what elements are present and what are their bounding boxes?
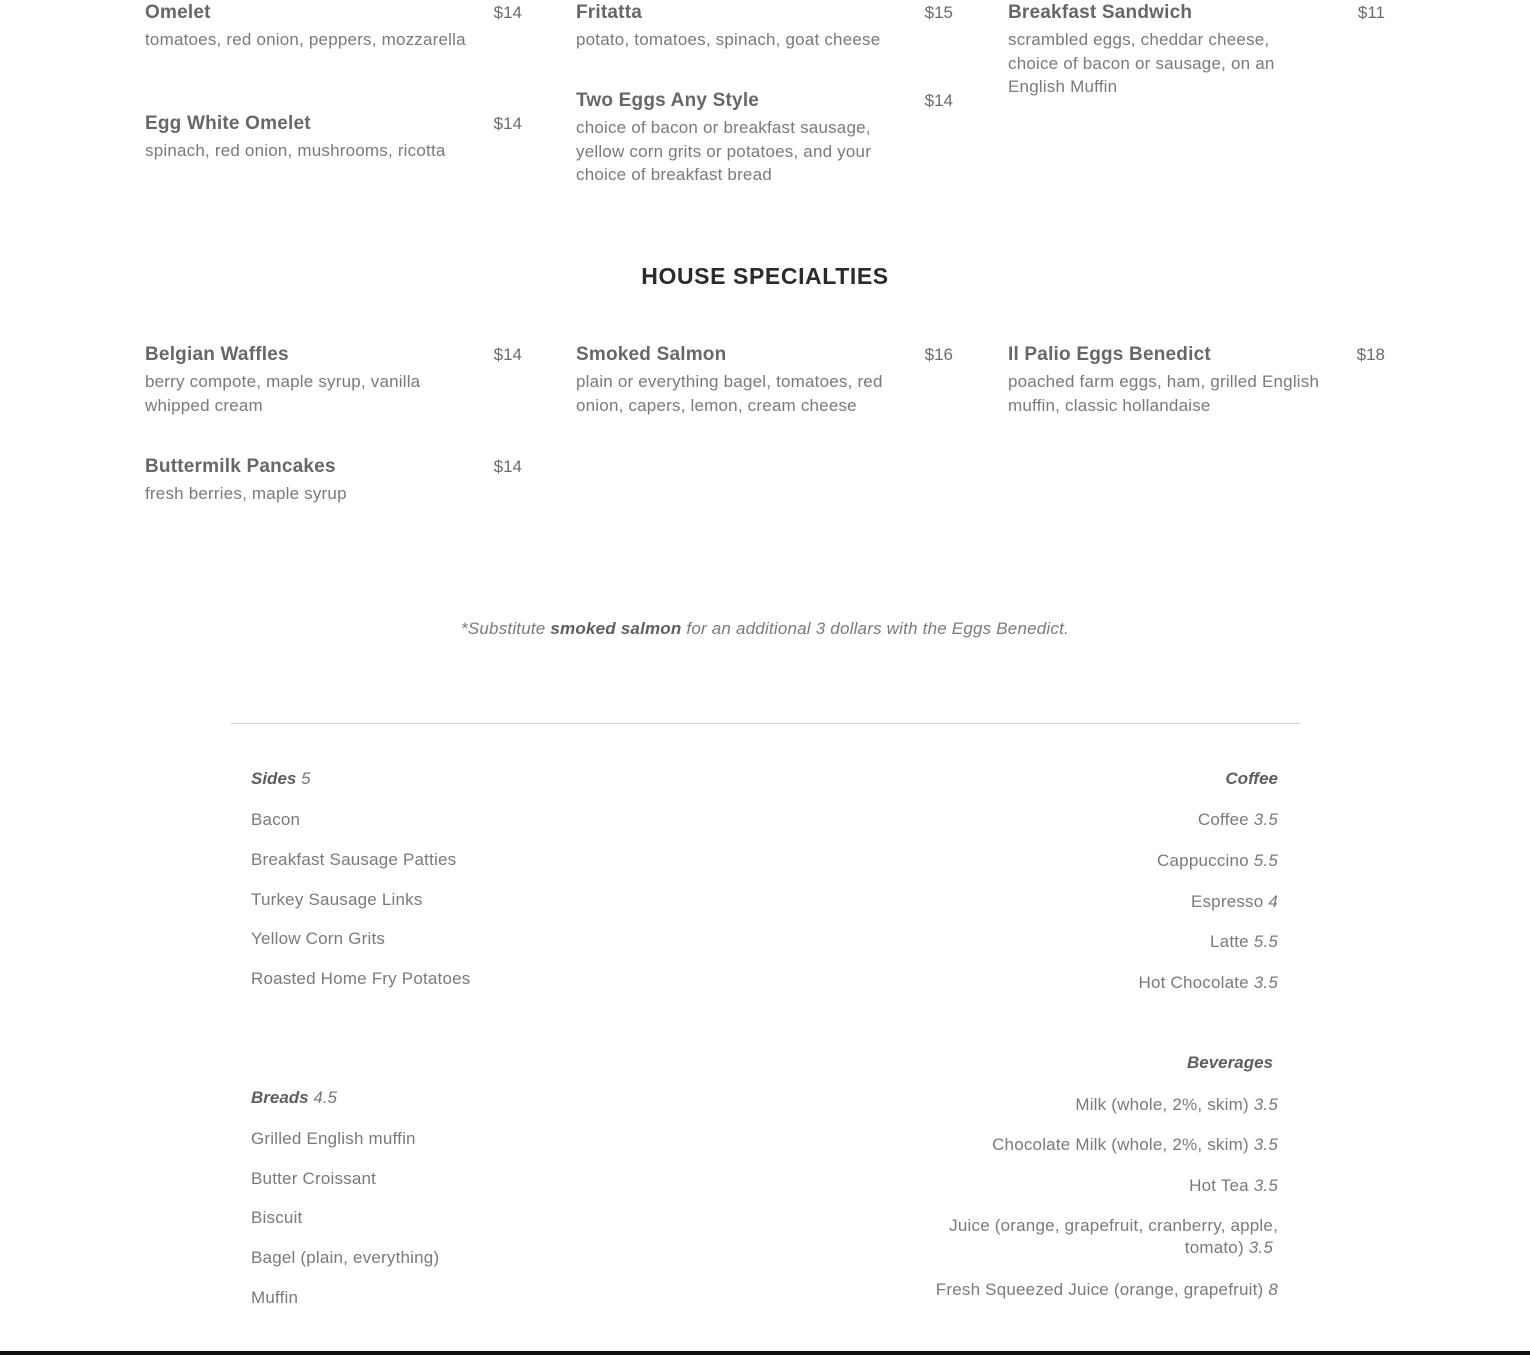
beverage-item <box>992 1133 1278 1156</box>
sides-heading <box>251 767 311 791</box>
menu-item-belgian-waffles <box>145 342 522 417</box>
menu-item-il-palio-eggs-benedict <box>1008 342 1385 417</box>
item-name: Egg White Omelet <box>145 113 311 134</box>
item-name: Il Palio Eggs Benedict <box>1008 344 1211 365</box>
beverage-item-price: 3.5 <box>1253 1135 1278 1154</box>
item-description: scrambled eggs, cheddar cheese, choice of bacon or sausage, on an English Muffin <box>1008 30 1275 96</box>
item-description: spinach, red onion, mushrooms, ricotta <box>145 141 446 160</box>
coffee-heading <box>1225 767 1278 791</box>
beverage-item-price: 3.5 <box>1248 1238 1273 1257</box>
side-item: Breakfast Sausage Patties <box>251 850 457 869</box>
bottom-border <box>0 1351 1530 1355</box>
item-price: $14 <box>924 91 953 110</box>
item-description: tomatoes, red onion, peppers, mozzarella <box>145 30 466 49</box>
note-text-bold: smoked salmon <box>550 619 682 638</box>
side-item: Yellow Corn Grits <box>251 929 386 948</box>
item-name: Breakfast Sandwich <box>1008 2 1193 23</box>
beverage-item-name: tomato) <box>1184 1238 1244 1257</box>
breads-title: Breads <box>251 1088 309 1107</box>
menu-item-omelet <box>145 0 522 52</box>
side-item: Roasted Home Fry Potatoes <box>251 969 471 988</box>
item-name: Buttermilk Pancakes <box>145 456 336 477</box>
menu-item-fritatta <box>576 0 953 52</box>
coffee-item-price: 3.5 <box>1253 973 1278 992</box>
section-divider <box>230 723 1300 724</box>
coffee-item-name: Espresso <box>1190 892 1264 911</box>
beverage-item <box>1189 1174 1278 1197</box>
item-description: poached farm eggs, ham, grilled English muffin, classic hollandaise <box>1008 372 1320 415</box>
menu-item-egg-white-omelet <box>145 111 522 163</box>
substitution-note <box>0 617 1530 641</box>
item-price: $14 <box>493 345 522 364</box>
menu-item-two-eggs-any-style <box>576 88 953 187</box>
bread-item: Bagel (plain, everything) <box>251 1248 440 1267</box>
item-description: choice of bacon or breakfast sausage, yellow corn grits or potatoes, and your choice of breakfast bread <box>576 118 872 184</box>
side-item: Bacon <box>251 810 301 829</box>
coffee-item-price: 3.5 <box>1253 810 1278 829</box>
beverage-item-price: 3.5 <box>1253 1176 1278 1195</box>
house-specialties-title: HOUSE SPECIALTIES <box>641 263 889 289</box>
coffee-title: Coffee <box>1225 769 1278 788</box>
item-price: $15 <box>924 3 953 22</box>
beverage-item-price: 8 <box>1268 1280 1278 1299</box>
coffee-item-name: Latte <box>1210 932 1249 951</box>
item-description: potato, tomatoes, spinach, goat cheese <box>576 30 881 49</box>
breads-heading <box>251 1086 337 1110</box>
item-name: Fritatta <box>576 2 642 23</box>
coffee-item <box>1157 849 1278 872</box>
coffee-item-price: 5.5 <box>1253 851 1278 870</box>
sides-price: 5 <box>301 769 311 788</box>
side-item: Turkey Sausage Links <box>251 890 423 909</box>
coffee-item-name: Coffee <box>1197 810 1249 829</box>
breads-section <box>251 1086 440 1307</box>
coffee-item-name: Hot Chocolate <box>1138 973 1249 992</box>
coffee-item <box>1198 808 1278 831</box>
item-description: fresh berries, maple syrup <box>145 484 347 503</box>
beverage-item-name: Fresh Squeezed Juice (orange, grapefruit) <box>935 1280 1264 1299</box>
beverage-item-line2 <box>1185 1236 1273 1259</box>
menu-item-buttermilk-pancakes <box>145 454 522 506</box>
beverages-title: Beverages <box>1186 1053 1273 1072</box>
coffee-item <box>1191 890 1278 913</box>
beverage-item-line1: Juice (orange, grapefruit, cranberry, apple, <box>949 1216 1278 1235</box>
coffee-item-price: 4 <box>1268 892 1278 911</box>
item-price: $16 <box>924 345 953 364</box>
item-name: Smoked Salmon <box>576 344 727 365</box>
sides-title: Sides <box>251 769 297 788</box>
beverage-item-name: Milk (whole, 2%, skim) <box>1075 1095 1249 1114</box>
item-name: Two Eggs Any Style <box>576 90 760 111</box>
breads-price: 4.5 <box>313 1088 338 1107</box>
item-name: Omelet <box>145 2 211 23</box>
beverages-heading <box>1187 1051 1273 1075</box>
note-text-after: for an additional 3 dollars with the Eggs Benedict. <box>681 619 1069 638</box>
coffee-section <box>1138 767 1278 992</box>
beverage-item <box>1075 1093 1278 1116</box>
beverage-item-name: Chocolate Milk (whole, 2%, skim) <box>992 1135 1249 1154</box>
menu-item-breakfast-sandwich <box>1008 0 1385 99</box>
coffee-item <box>1210 930 1278 953</box>
item-price: $14 <box>493 3 522 22</box>
bread-item: Butter Croissant <box>251 1169 377 1188</box>
beverages-heading-wrap <box>1187 1051 1273 1075</box>
item-price: $18 <box>1356 345 1385 364</box>
coffee-item <box>1139 971 1279 994</box>
item-price: $14 <box>493 114 522 133</box>
bread-item: Grilled English muffin <box>251 1129 416 1148</box>
menu-item-smoked-salmon <box>576 342 953 417</box>
item-description: berry compote, maple syrup, vanilla whipped cream <box>145 372 421 415</box>
coffee-item-name: Cappuccino <box>1157 851 1249 870</box>
beverage-item-price: 3.5 <box>1253 1095 1278 1114</box>
coffee-item-price: 5.5 <box>1253 932 1278 951</box>
item-description: plain or everything bagel, tomatoes, red onion, capers, lemon, cream cheese <box>576 372 883 415</box>
item-price: $14 <box>493 457 522 476</box>
note-text-before: *Substitute <box>461 619 551 638</box>
item-price: $11 <box>1357 3 1385 22</box>
bread-item: Biscuit <box>251 1208 303 1227</box>
beverage-item <box>936 1278 1278 1301</box>
bread-item: Muffin <box>251 1288 299 1307</box>
beverage-item-name: Hot Tea <box>1189 1176 1249 1195</box>
item-name: Belgian Waffles <box>145 344 289 365</box>
sides-section <box>251 767 471 988</box>
